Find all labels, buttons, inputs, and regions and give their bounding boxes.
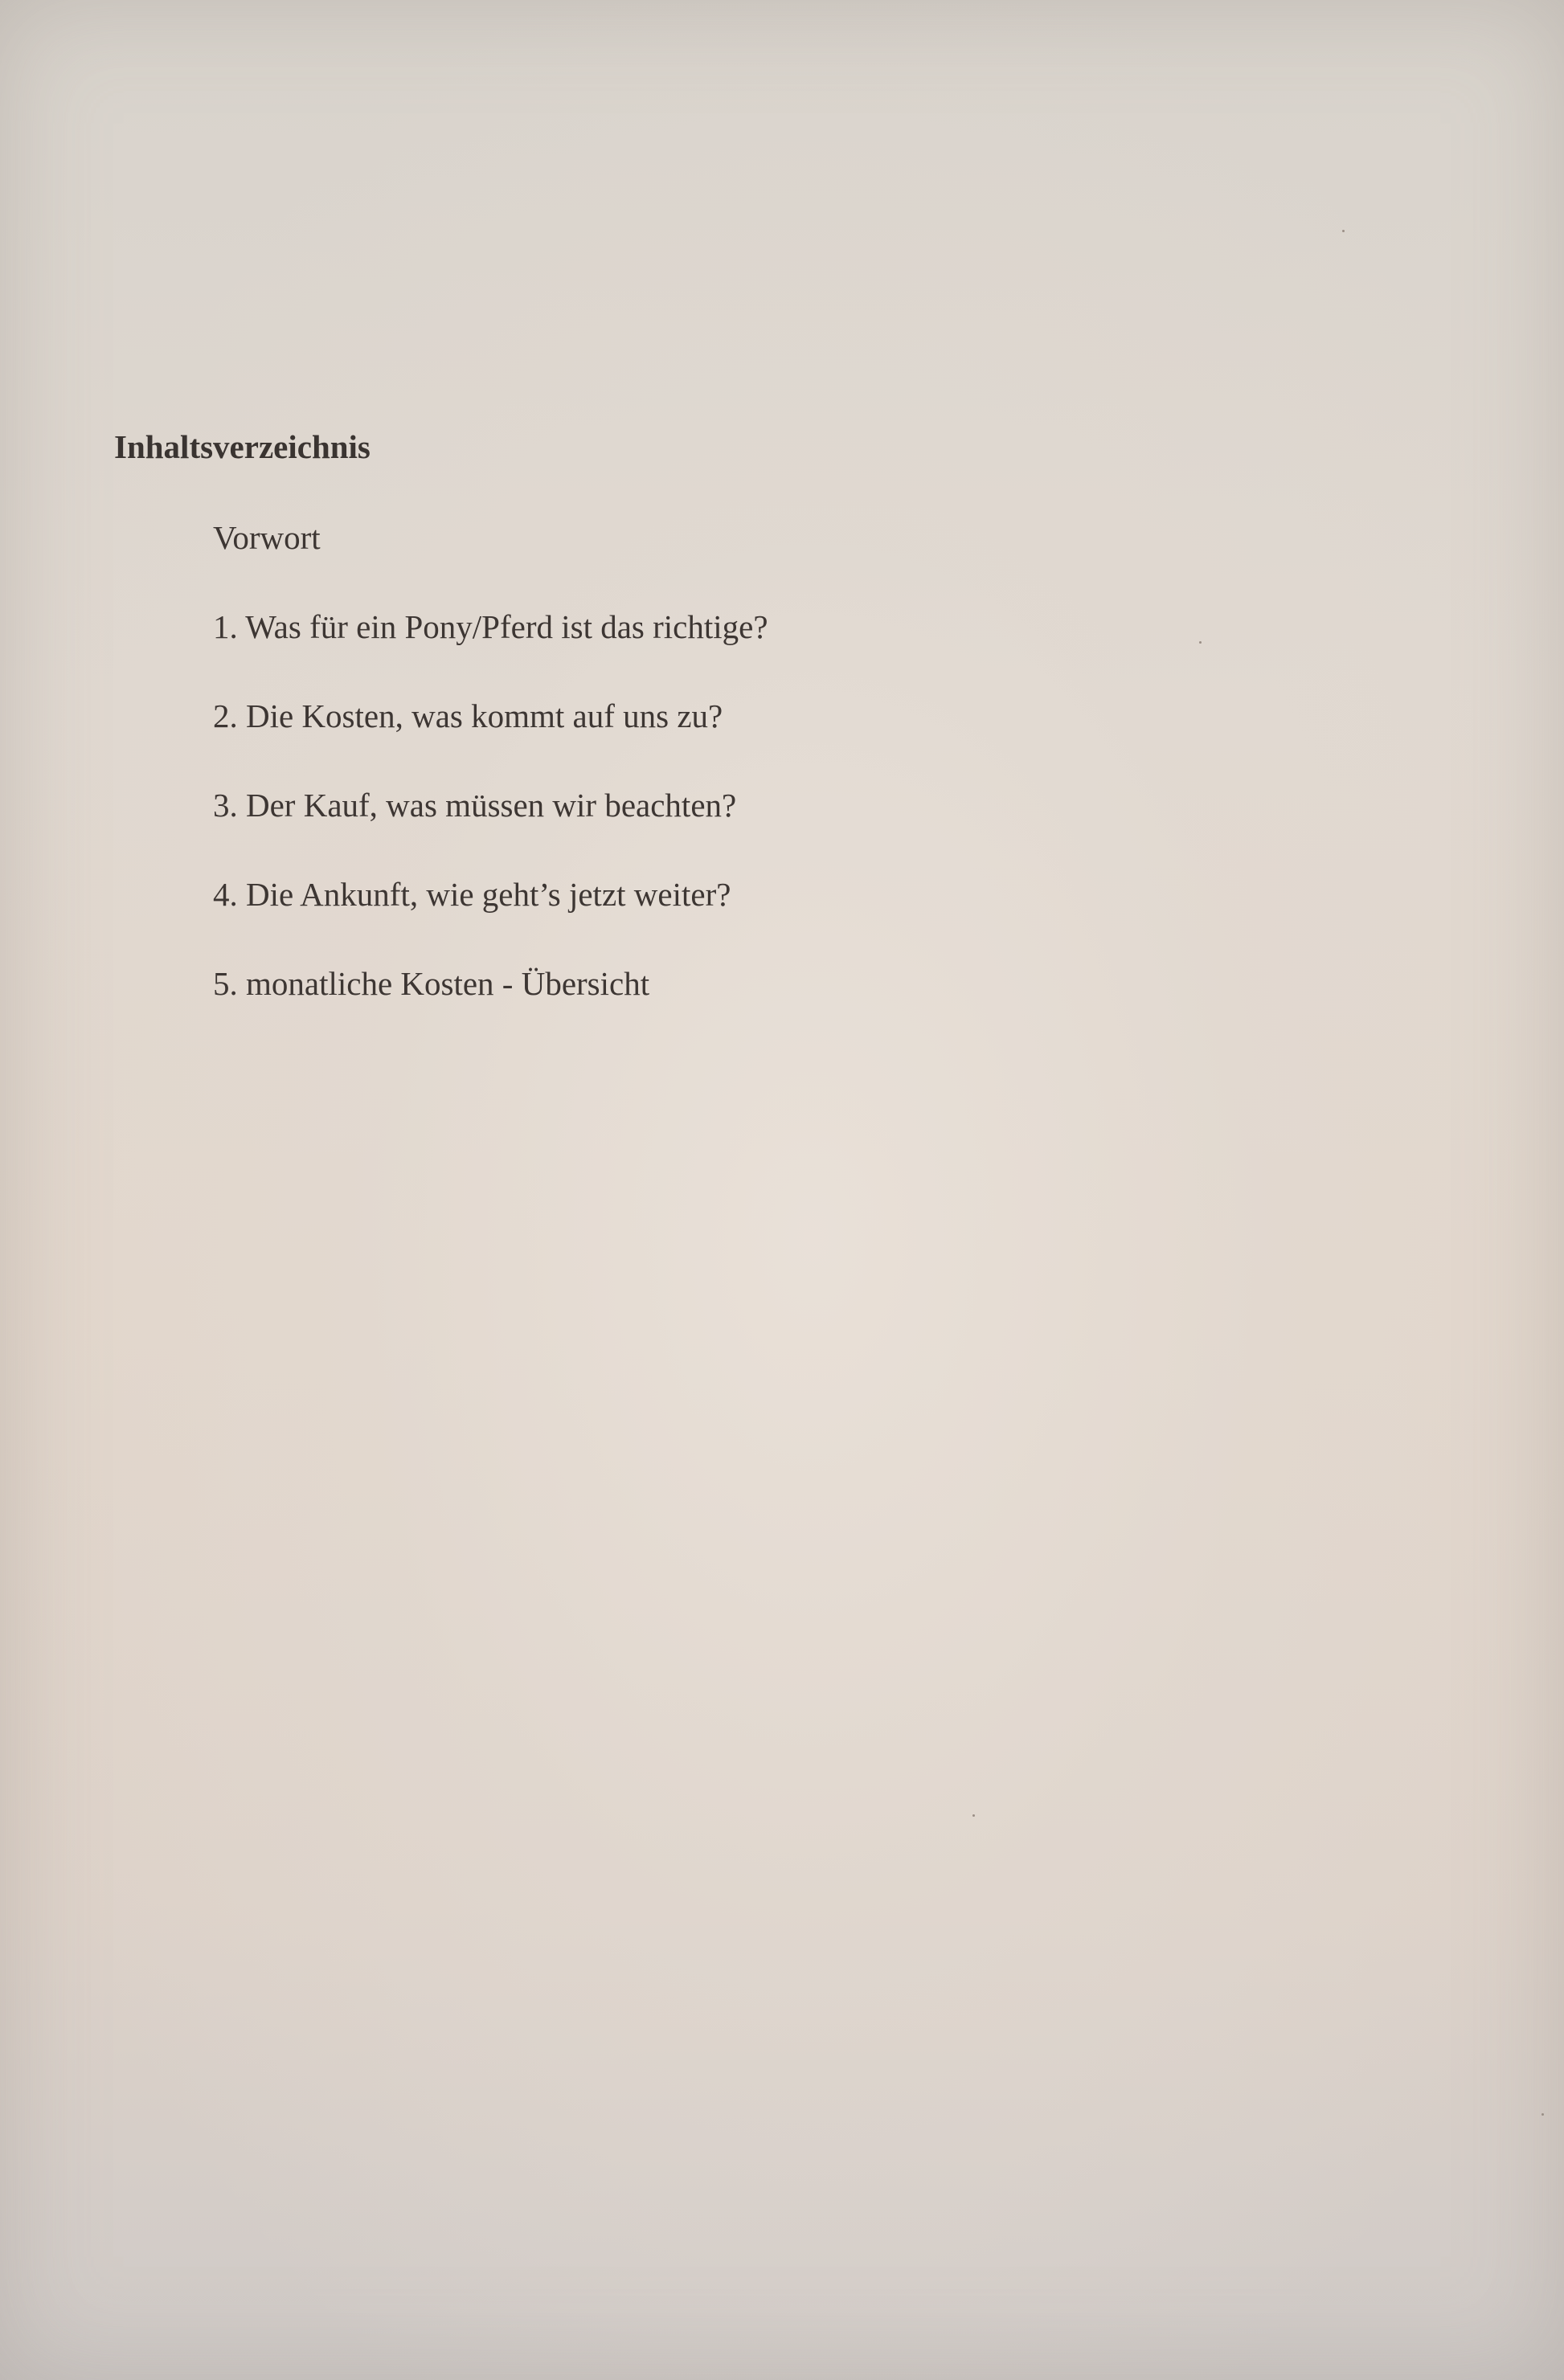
toc-entry-4: 4. Die Ankunft, wie geht’s jetzt weiter?: [213, 876, 731, 913]
paper-speck: [1342, 230, 1345, 232]
toc-entry-preface: Vorwort: [213, 519, 321, 556]
toc-list: [213, 517, 768, 1052]
toc-entry-5: 5. monatliche Kosten - Übersicht: [213, 965, 650, 1002]
toc-heading: Inhaltsverzeichnis: [114, 428, 371, 465]
paper-speck: [1541, 2113, 1544, 2116]
toc-entry-3: 3. Der Kauf, was müssen wir beachten?: [213, 787, 737, 824]
paper-speck: [1199, 641, 1202, 644]
toc-entry-2: 2. Die Kosten, was kommt auf uns zu?: [213, 697, 723, 734]
paper-speck: [972, 1814, 975, 1817]
toc-entry-1: 1. Was für ein Pony/Pferd ist das richtige?: [213, 608, 768, 645]
